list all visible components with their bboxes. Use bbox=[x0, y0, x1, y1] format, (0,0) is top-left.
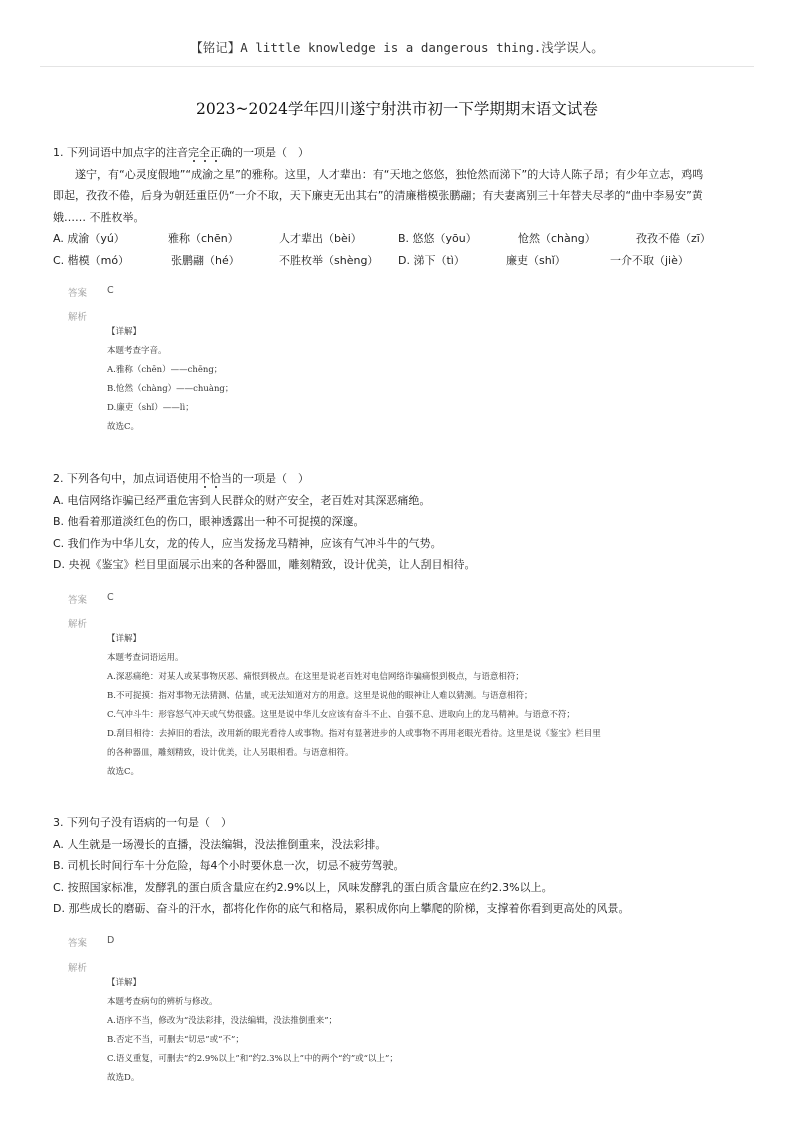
question-3 bbox=[53, 812, 753, 920]
option[interactable]: B. 悠悠（yōu） bbox=[398, 232, 477, 245]
question-stem: 1. 下列词语中加点字的注音完全正确的一项是（ ） bbox=[53, 146, 309, 159]
dotted-char: 完 bbox=[188, 146, 199, 159]
option[interactable]: 廉吏（shǐ） bbox=[506, 253, 566, 267]
dotted-char: 正 bbox=[210, 146, 221, 159]
option[interactable]: 不胜枚举（shèng） bbox=[279, 253, 379, 267]
option[interactable]: D. 那些成长的磨砺、奋斗的汗水，都将化作你的底气和格局，累积成你向上攀爬的阶梯，支撑着你看到更高处的风景。 bbox=[53, 902, 630, 915]
question-2 bbox=[53, 468, 753, 576]
header-divider bbox=[40, 66, 754, 67]
page-title: 2023~2024学年四川遂宁射洪市初一下学期期末语文试卷 bbox=[196, 100, 598, 118]
answer-label: 答案 bbox=[68, 595, 88, 606]
options-row bbox=[53, 250, 753, 272]
option[interactable]: 人才辈出（bèi） bbox=[279, 232, 362, 245]
dotted-char: 恰 bbox=[210, 472, 221, 485]
option[interactable]: 孜孜不倦（zī） bbox=[636, 232, 711, 245]
option[interactable]: D. 央视《鉴宝》栏目里面展示出来的各种器皿，雕刻精致，设计优美，让人刮目相待。 bbox=[53, 558, 476, 571]
option[interactable]: C. 我们作为中华儿女，龙的传人，应当发扬龙马精神，应该有气冲斗牛的气势。 bbox=[53, 536, 442, 550]
dotted-char: 不 bbox=[199, 472, 210, 485]
question-stem: 3. 下列句子没有语病的一句是（ ） bbox=[53, 816, 232, 829]
analysis-detail: 【详解】 本题考查字音。 A.雅称（chēn）——chēng； B.怆然（chàng）——chuàng； D.廉吏（shǐ）——lì； 故选C。 bbox=[107, 327, 234, 432]
option[interactable]: 张鹏翮（hé） bbox=[171, 253, 240, 267]
page-motto: 【铭记】A little knowledge is a dangerous thing.浅学误人。 bbox=[190, 40, 604, 55]
analysis-label: 解析 bbox=[68, 619, 88, 630]
answer-value: C bbox=[107, 285, 114, 296]
question-1 bbox=[53, 142, 753, 271]
question-stem: 2. 下列各句中，加点词语使用不恰当的一项是（ ） bbox=[53, 472, 309, 485]
answer-value: C bbox=[107, 592, 114, 603]
option[interactable]: D. 涕下（tì） bbox=[398, 253, 465, 267]
option[interactable]: 怆然（chàng） bbox=[518, 232, 596, 245]
answer-value: D bbox=[107, 935, 115, 946]
answer-label: 答案 bbox=[68, 288, 88, 299]
options-row bbox=[53, 228, 753, 250]
question-passage: 遂宁，有“心灵度假地”“成渝之星”的雅称。这里，人才辈出：有“天地之悠悠，独怆然而涕下”的大诗人陈子昂；有少年立志，鸡鸣 bbox=[75, 167, 704, 181]
option[interactable]: A. 人生就是一场漫长的直播，没法编辑，没法推倒重来，没法彩排。 bbox=[53, 837, 387, 851]
option[interactable]: B. 司机长时间行车十分危险，每4个小时要休息一次，切忌不疲劳驾驶。 bbox=[53, 859, 405, 872]
analysis-label: 解析 bbox=[68, 963, 88, 974]
dotted-char: 全 bbox=[199, 146, 210, 159]
answer-label: 答案 bbox=[68, 938, 88, 949]
option[interactable]: B. 他看着那道淡红色的伤口，眼神透露出一种不可捉摸的深邃。 bbox=[53, 515, 365, 528]
option[interactable]: A. 成渝（yú） bbox=[53, 232, 125, 245]
question-passage: 娥…… 不胜枚举。 bbox=[53, 210, 145, 224]
analysis-detail: 【详解】 本题考查词语运用。 A.深恶痛绝：对某人或某事物厌恶、痛恨到极点。在这里是说老百姓对电信网络诈骗痛恨到极点，与语意相符； B.不可捉摸：指对事物无法猜测、估量，或无法知道对方的用意。这里是说他的眼神让人难以猜测。与语意相符； C.气冲斗牛：形容怒气冲天或气势很盛。这里是说中华儿女应该有奋斗不止、自强不息、进取向上的龙马精神。与语意不符； D.刮目相待：去掉旧的看法，改用新的眼光看待人或事物。指对有显著进步的人或事物不再用老眼光看待。这里是说《鉴宝》栏目里 的各种器皿，雕刻精致，设计优美，让人另眼相看。与语意相符。 故选C。 bbox=[107, 634, 601, 777]
option[interactable]: A. 电信网络诈骗已经严重危害到人民群众的财产安全，老百姓对其深恶痛绝。 bbox=[53, 493, 431, 507]
option[interactable]: C. 按照国家标准，发酵乳的蛋白质含量应在约2.9%以上，风味发酵乳的蛋白质含量应在约2.3%以上。 bbox=[53, 880, 553, 894]
option[interactable]: C. 楷模（mó） bbox=[53, 253, 130, 267]
option[interactable]: 雅称（chēn） bbox=[168, 232, 239, 245]
analysis-label: 解析 bbox=[68, 312, 88, 323]
analysis-detail: 【详解】 本题考查病句的辨析与修改。 A.语序不当，修改为“没法彩排，没法编辑，没法推倒重来”； B.否定不当，可删去“切忌”或“不”； C.语义重复，可删去“约2.9%以上”和“约2.3%以上”中的两个“约”或“以上”； 故选D。 bbox=[107, 978, 398, 1083]
option[interactable]: 一介不取（jiè） bbox=[610, 253, 689, 267]
question-passage: 即起，孜孜不倦，后身为朝廷重臣仍“一介不取，天下廉吏无出其右”的清廉楷模张鹏翮；有夫妻离别三十年替夫尽孝的“曲中李易安”黄 bbox=[53, 189, 703, 202]
